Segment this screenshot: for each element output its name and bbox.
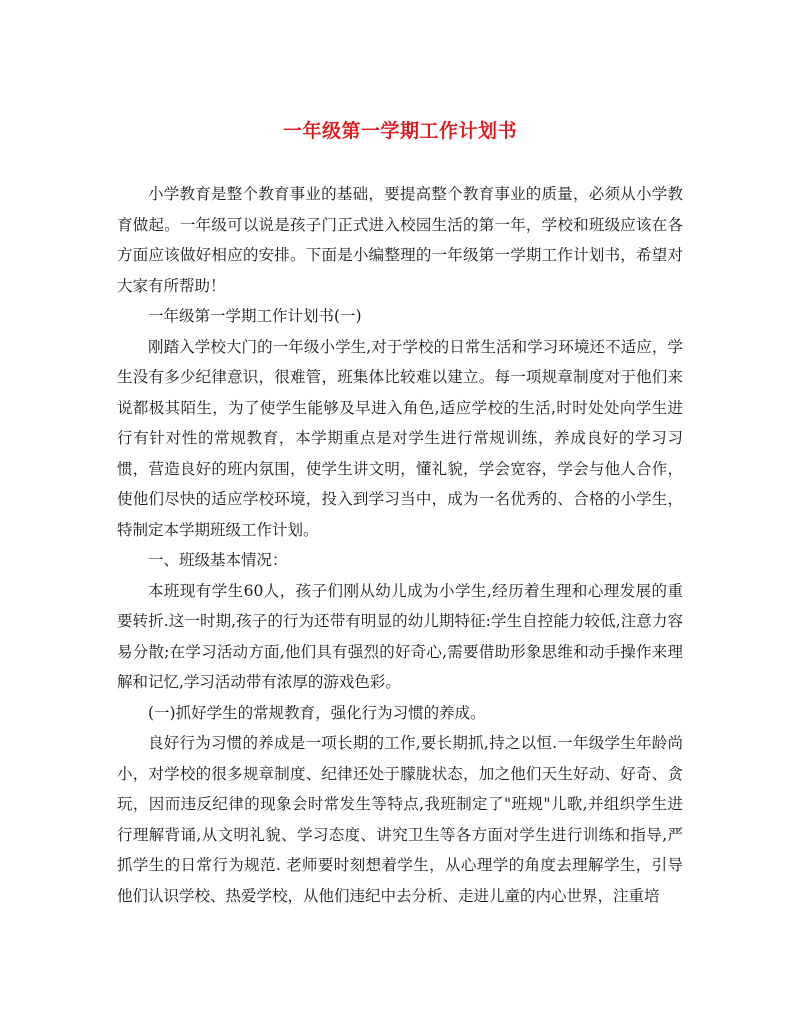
body-paragraph: 刚踏入学校大门的一年级小学生,对于学校的日常生活和学习环境还不适应，学生没有多少纪律意识，很难管，班集体比较难以建立。每一项规章制度对于他们来说都极其陌生，为了使学生能够及早进入角色,适应学校的生活,时时处处向学生进行有针对性的常规教育，本学期重点是对学生进行常规训练，养成良好的学习习惯，营造良好的班内氛围，使学生讲文明，懂礼貌，学会宽容，学会与他人合作，使他们尽快的适应学校环境，投入到学习当中，成为一名优秀的、合格的小学生，特制定本学期班级工作计划。 <box>117 337 683 539</box>
document-title: 一年级第一学期工作计划书 <box>282 120 517 142</box>
section-heading: 一年级第一学期工作计划书(一) <box>148 307 362 325</box>
document-body <box>117 179 683 911</box>
subsection-heading: (一)抓好学生的常规教育，强化行为习惯的养成。 <box>148 703 486 722</box>
body-paragraph: 本班现有学生60人，孩子们刚从幼儿成为小学生,经历着生理和心理发展的重要转折.这一时期,孩子的行为还带有明显的幼儿期特征:学生自控能力较低,注意力容易分散;在学习活动方面,他们具有强烈的好奇心,需要借助形象思维和动手操作来理解和记忆,学习活动带有浓厚的游戏色彩。 <box>117 581 683 691</box>
subsection-heading: 一、班级基本情况： <box>148 551 288 569</box>
body-paragraph: 良好行为习惯的养成是一项长期的工作,要长期抓,持之以恒.一年级学生年龄尚小，对学校的很多规章制度、纪律还处于朦胧状态，加之他们天生好动、好奇、贪玩，因而违反纪律的现象会时常发生等特点,我班制定了"班规"儿歌,并组织学生进行理解背诵,从文明礼貌、学习态度、讲究卫生等各方面对学生进行训练和指导,严抓学生的日常行为规范. 老师要时刻想着学生，从心理学的角度去理解学生，引导他们认识学校、热爱学校，从他们违纪中去分析、走进儿童的内心世界，注重培 <box>117 734 683 905</box>
intro-paragraph: 小学教育是整个教育事业的基础，要提高整个教育事业的质量，必须从小学教育做起。一年级可以说是孩子门正式进入校园生活的第一年，学校和班级应该在各方面应该做好相应的安排。下面是小编整理的一年级第一学期工作计划书，希望对大家有所帮助！ <box>117 185 683 295</box>
